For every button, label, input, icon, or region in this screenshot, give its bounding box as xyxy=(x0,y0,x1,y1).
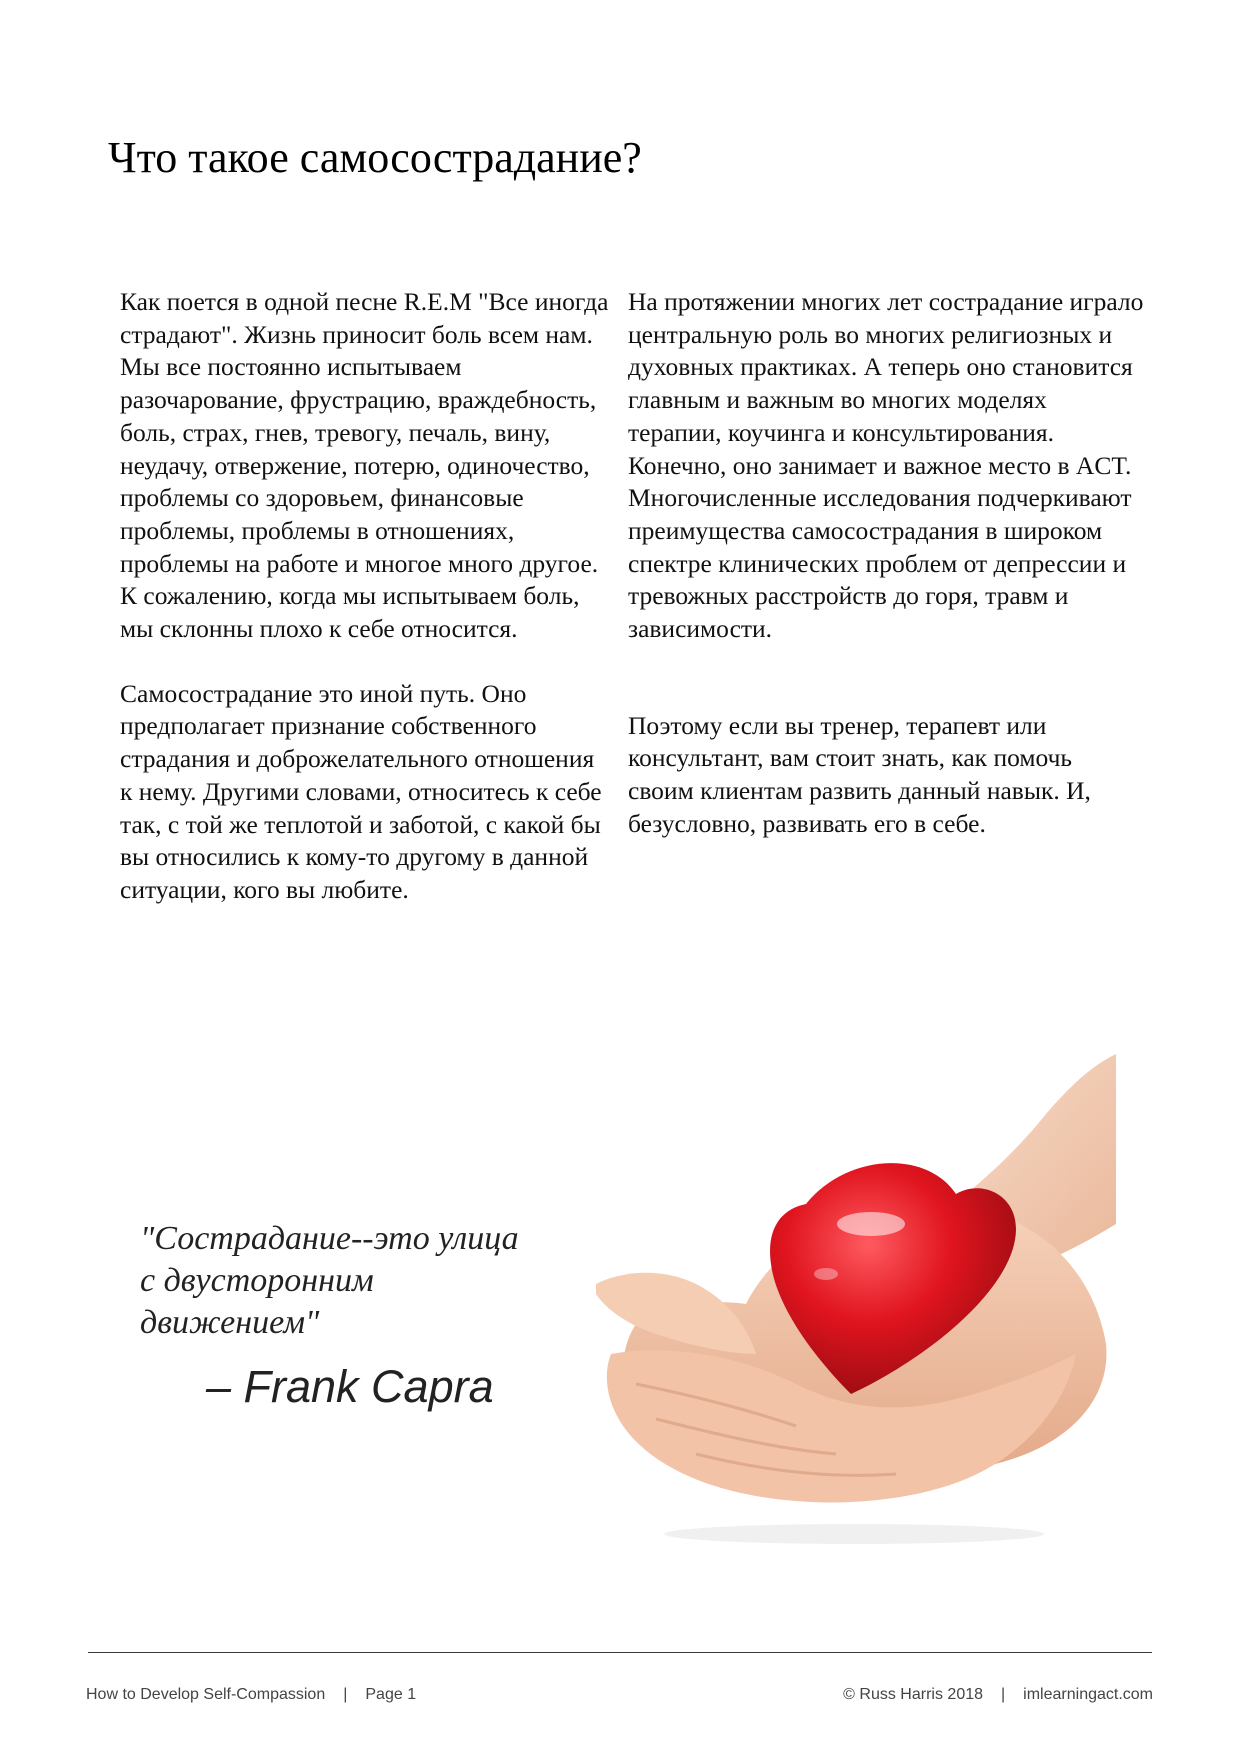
footer-left xyxy=(86,1686,416,1704)
quote-block xyxy=(140,1218,600,1344)
footer-separator: | xyxy=(343,1686,348,1703)
footer-page-number: Page 1 xyxy=(365,1686,417,1703)
footer-copyright: © Russ Harris 2018 xyxy=(843,1686,984,1703)
quote-author: – Frank Capra xyxy=(206,1361,494,1412)
left-column xyxy=(120,286,612,907)
left-paragraph-2: Самосострадание это иной путь. Оно предполагает признание собственного страдания и доброжелательного отношения к нему. Другими словами, относитесь к себе так, с той же теплотой и заботой, с какой бы вы относились к кому-то другому в данной ситуации, кого вы любите. xyxy=(120,678,602,904)
quote-line-2: с двусторонним xyxy=(140,1262,374,1299)
right-column xyxy=(628,286,1144,841)
footer-doc-title: How to Develop Self-Compassion xyxy=(86,1686,326,1703)
left-paragraph-1: Как поется в одной песне R.E.M "Все иногда страдают". Жизнь приносит боль всем нам. Мы все постоянно испытываем разочарование, фрустрацию, враждебность, боль, страх, гнев, тревогу, печаль, вину, неудачу, отвержение, потерю, одиночество, проблемы со здоровьем, финансовые проблемы, проблемы в отношениях, проблемы на работе и многое много другое. К сожалению, когда мы испытываем боль, мы склонны плохо к себе относится. xyxy=(120,287,609,644)
quote-line-1: "Сострадание--это улица xyxy=(140,1220,519,1257)
heart-in-hands-image xyxy=(596,1054,1116,1554)
right-paragraph-1: На протяжении многих лет сострадание играло центральную роль во многих религиозных и духовных практиках. А теперь оно становится главным и важным во многих моделях терапии, коучинга и консультирования. Конечно, оно занимает и важное место в ACT. Многочисленные исследования подчеркивают преимущества самосострадания в широком спектре клинических проблем от депрессии и тревожных расстройств до горя, травм и зависимости. xyxy=(628,287,1144,644)
right-paragraph-2: Поэтому если вы тренер, терапевт или консультант, вам стоит знать, как помочь своим клиентам развить данный навык. И, безусловно, развивать его в себе. xyxy=(628,710,1091,838)
footer-rule xyxy=(88,1652,1152,1653)
page-title: Что такое самосострадание? xyxy=(108,133,642,182)
footer-separator-2: | xyxy=(1001,1686,1006,1703)
footer-website: imlearningact.com xyxy=(1023,1686,1153,1703)
footer-right xyxy=(843,1686,1153,1704)
quote-line-3: движением" xyxy=(140,1304,320,1341)
